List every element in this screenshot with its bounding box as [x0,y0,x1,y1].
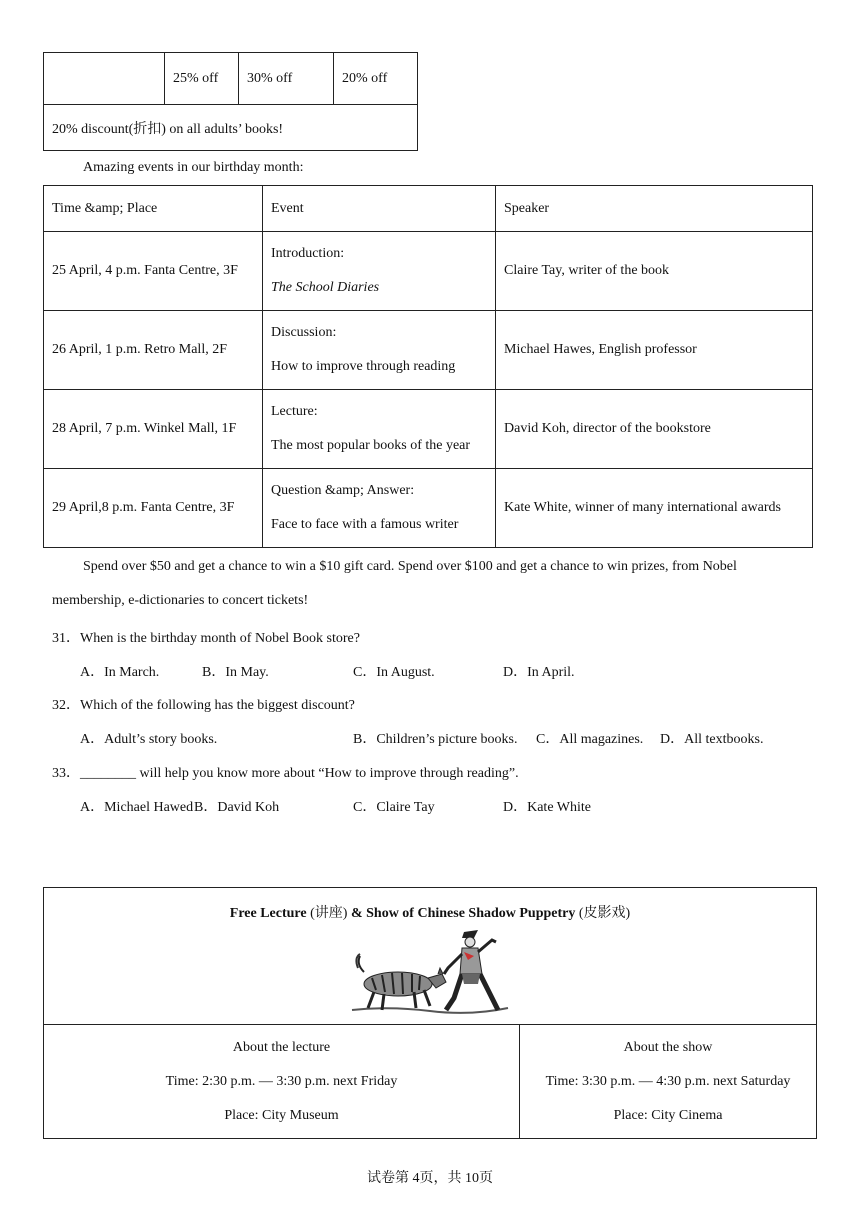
table-row [44,469,813,548]
question-33-stem: 33．________ will help you know more about “How to improve through reading”. [52,766,519,781]
q33-option-c[interactable]: C．Claire Tay [353,800,435,815]
table-row [44,390,813,469]
time-place-cell: 28 April, 7 p.m. Winkel Mall, 1F [44,390,263,469]
discount-table [43,52,418,151]
event-cell [263,232,496,311]
show-place: Place: City Cinema [613,1107,723,1123]
speaker-cell: Michael Hawes, English professor [496,311,813,390]
show-info-cell [520,1025,817,1139]
lecture-show-title [52,902,808,922]
discount-cell: 30% off [239,53,334,105]
spend-note-line2: membership, e-dictionaries to concert tickets! [52,593,309,608]
discount-note: 20% discount(折扣) on all adults’ books! [44,105,418,151]
events-intro: Amazing events in our birthday month: [83,160,304,175]
discount-cell [44,53,165,105]
event-cell [263,311,496,390]
discount-cell: 20% off [334,53,418,105]
question-32-stem: 32．Which of the following has the biggest discount? [52,698,355,713]
q31-option-a[interactable]: A．In March. [80,665,160,680]
time-place-cell: 26 April, 1 p.m. Retro Mall, 2F [44,311,263,390]
q32-option-a[interactable]: A．Adult’s story books. [80,732,218,747]
q31-option-d[interactable]: D．In April. [503,665,575,680]
event-title: How to improve through reading [271,359,456,374]
puppet-man-figure [444,930,498,1010]
event-type: Question &amp; Answer: [271,483,415,498]
event-cell [263,469,496,548]
title-cn-show: (皮影戏) [575,906,631,921]
spend-note-line1: Spend over $50 and get a chance to win a $10 gift card. Spend over $100 and get a chance to win prizes, from Nobel [83,559,737,574]
question-31-stem: 31．When is the birthday month of Nobel Book store? [52,631,360,646]
q33-option-a[interactable]: A．Michael Hawed [80,800,194,815]
event-cell [263,390,496,469]
q31-option-b[interactable]: B．In May. [202,665,269,680]
speaker-cell: Kate White, winner of many international awards [496,469,813,548]
event-title: Face to face with a famous writer [271,517,459,532]
q33-option-b[interactable]: B．David Koh [194,800,280,815]
event-type: Discussion: [271,325,337,340]
event-title: The most popular books of the year [271,438,471,453]
q32-option-d[interactable]: D．All textbooks. [660,732,764,747]
lecture-show-header [44,888,817,1025]
header-event: Event [263,186,496,232]
header-speaker: Speaker [496,186,813,232]
event-type: Introduction: [271,246,345,261]
table-row [44,232,813,311]
table-header-row [44,186,813,232]
events-table [43,185,813,548]
shadow-puppet-illustration [350,928,510,1018]
page-footer: 试卷第 4页，共 10页 [367,1171,493,1186]
q32-option-b[interactable]: B．Children’s picture books. [353,732,518,747]
tiger-figure [356,954,446,1010]
event-type: Lecture: [271,404,318,419]
event-title: The School Diaries [271,280,380,295]
lecture-place: Place: City Museum [224,1107,339,1123]
title-part-lecture: Free Lecture [229,906,307,921]
title-part-show: & Show of Chinese Shadow Puppetry [350,906,576,921]
title-cn-lecture: (讲座) [306,906,351,921]
speaker-cell: David Koh, director of the bookstore [496,390,813,469]
time-place-cell: 29 April,8 p.m. Fanta Centre, 3F [44,469,263,548]
time-place-cell: 25 April, 4 p.m. Fanta Centre, 3F [44,232,263,311]
lecture-show-box [43,887,817,1139]
q32-option-c[interactable]: C．All magazines. [536,732,644,747]
show-time: Time: 3:30 p.m. — 4:30 p.m. next Saturday [545,1073,791,1089]
lecture-time: Time: 2:30 p.m. — 3:30 p.m. next Friday [165,1073,398,1089]
q31-option-c[interactable]: C．In August. [353,665,435,680]
speaker-cell: Claire Tay, writer of the book [496,232,813,311]
q33-option-d[interactable]: D．Kate White [503,800,591,815]
lecture-info-cell [44,1025,520,1139]
header-time-place: Time &amp; Place [44,186,263,232]
lecture-heading: About the lecture [232,1039,331,1055]
discount-cell: 25% off [165,53,239,105]
show-heading: About the show [623,1039,713,1055]
table-row [44,311,813,390]
